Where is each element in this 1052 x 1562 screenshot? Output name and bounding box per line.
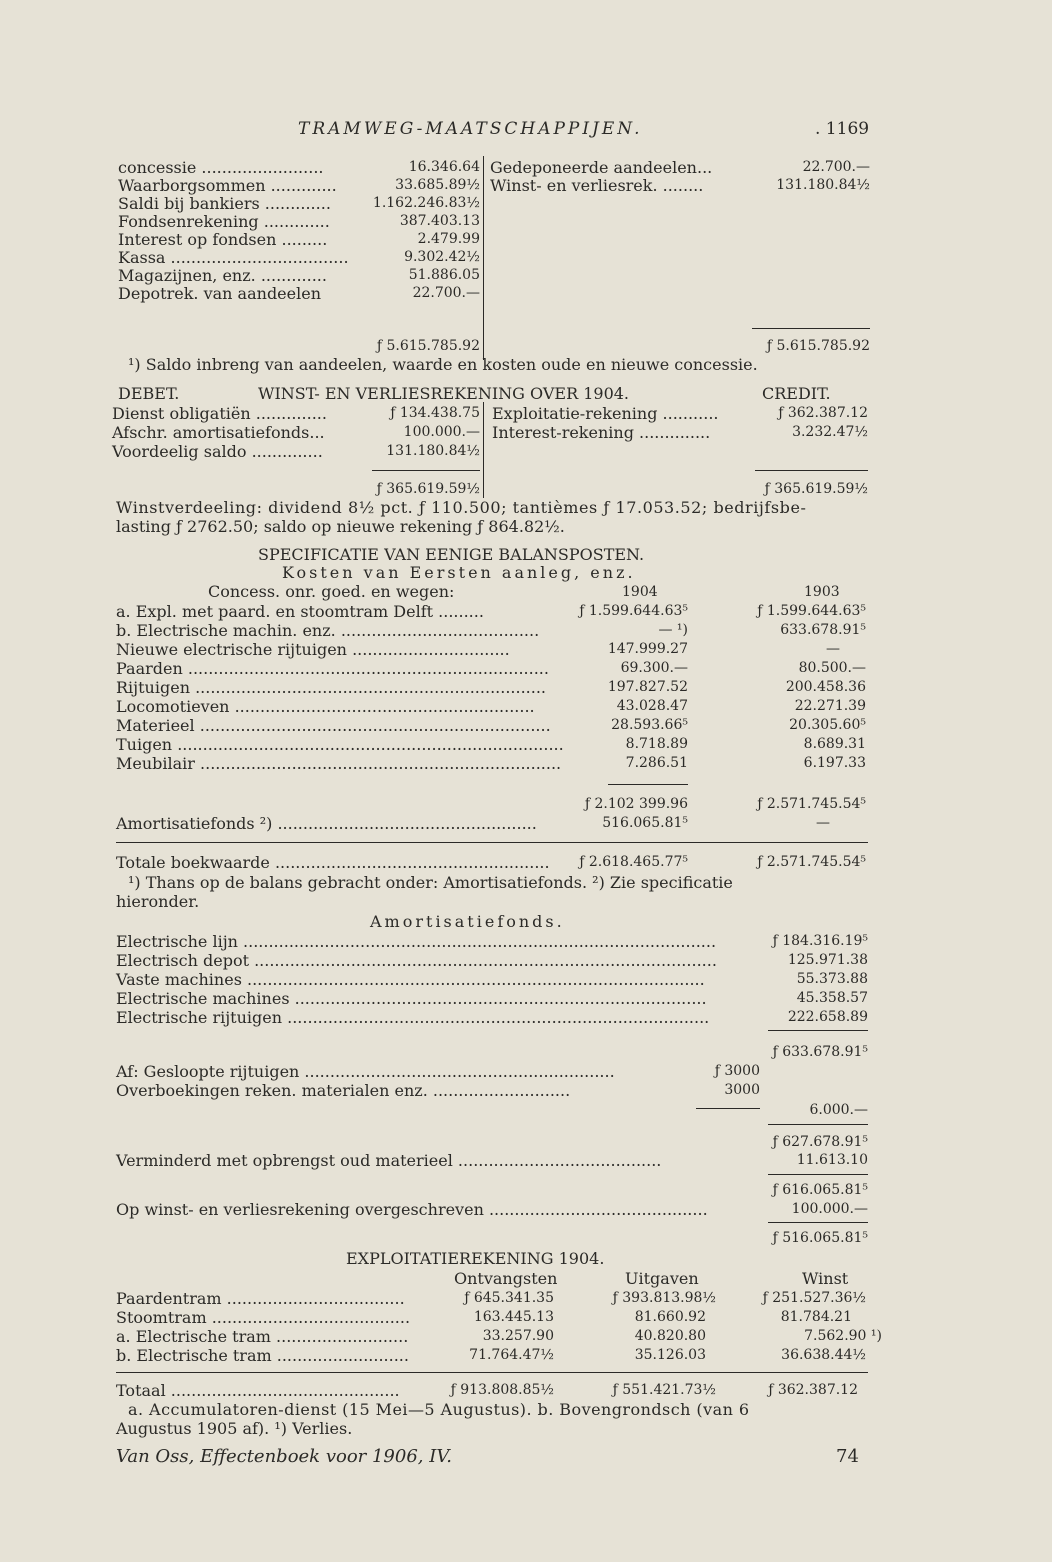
amort-sum-rule [768, 1124, 868, 1125]
winst-left-label: Dienst obligatiën .............. [112, 404, 327, 423]
spec-row-1903: 633.678.91⁵ [780, 622, 866, 638]
af-gesloopte-value: ƒ 3000 [714, 1063, 760, 1079]
spec-subtitle: Kosten van Eersten aanleg, enz. [282, 563, 636, 582]
spec-row-1904: — ¹) [658, 622, 688, 638]
spec-row-1904: ƒ 1.599.644.63⁵ [579, 603, 688, 619]
amort-row-value: 55.373.88 [796, 971, 868, 987]
balance-left-label: Depotrek. van aandeelen [118, 284, 322, 303]
expl-totaal-winst: ƒ 362.387.12 [768, 1382, 858, 1398]
balance-left-value: 22.700.— [412, 285, 480, 301]
af-total: 6.000.— [809, 1102, 868, 1118]
balance-right-value: 22.700.— [802, 159, 870, 175]
expl-row-winst: 7.562.90 ¹) [804, 1328, 882, 1344]
spec-col-1903: 1903 [804, 584, 840, 600]
winst-divider [483, 402, 484, 498]
spec-row-label: Paarden ....................................................................... [116, 659, 549, 678]
expl-row-label: b. Electrische tram .......................... [116, 1346, 409, 1365]
balance-left-label: concessie ........................ [118, 158, 324, 177]
spec-subtotal-1903: ƒ 2.571.745.54⁵ [757, 796, 866, 812]
winst-right-value: ƒ 362.387.12 [778, 405, 868, 421]
credit-heading: CREDIT. [762, 384, 831, 403]
expl-row-uitgaven: 81.660.92 [634, 1309, 706, 1325]
amort-title: Amortisatiefonds. [370, 912, 565, 931]
balance-left-value: 387.403.13 [399, 213, 480, 229]
expl-row-uitgaven: ƒ 393.813.98½ [612, 1290, 716, 1306]
footer-source: Van Oss, Effectenboek voor 1906, IV. [116, 1446, 452, 1467]
balance-right-label: Winst- en verliesrek. ........ [490, 176, 704, 195]
balance-left-value: 1.162.246.83½ [372, 195, 480, 211]
spec-subtotal-1904: ƒ 2.102 399.96 [584, 796, 688, 812]
expl-col-winst: Winst [802, 1269, 849, 1288]
balance-left-value: 51.886.05 [408, 267, 480, 283]
spec-row-1903: 22.271.39 [794, 698, 866, 714]
spec-row-label: b. Electrische machin. enz. ....................................... [116, 621, 540, 640]
expl-row-ontvangsten: ƒ 645.341.35 [464, 1290, 554, 1306]
spec-row-1903: 8.689.31 [803, 736, 866, 752]
spec-row-label: Locomotieven ........................................................... [116, 697, 535, 716]
winstverdeeling-line: lasting ƒ 2762.50; saldo op nieuwe rekening ƒ 864.82½. [116, 517, 565, 536]
balance-total-left: ƒ 5.615.785.92 [376, 338, 480, 354]
balance-left-label: Magazijnen, enz. ............. [118, 266, 327, 285]
af-gesloopte-label: Af: Gesloopte rijtuigen ............................................................. [116, 1062, 615, 1081]
expl-row-label: Stoomtram ....................................... [116, 1308, 411, 1327]
expl-totaal-ontvangsten: ƒ 913.808.85½ [450, 1382, 554, 1398]
spec-col-1904: 1904 [622, 584, 658, 600]
expl-totaal-label: Totaal ............................................. [116, 1381, 400, 1400]
amort-row-label: Electrische lijn ............................................................................................. [116, 932, 717, 951]
expl-row-winst: 81.784.21 [780, 1309, 852, 1325]
spec-row-1903: 6.197.33 [803, 755, 866, 771]
spec-row-label: Materieel ..................................................................... [116, 716, 551, 735]
amort-row-label: Electrisch depot ........................................................................................... [116, 951, 717, 970]
spec-row-label: Tuigen ............................................................................ [116, 735, 564, 754]
winst-total-left: ƒ 365.619.59½ [376, 481, 480, 497]
winst-sum-rule [755, 470, 868, 471]
debet-heading: DEBET. [118, 384, 180, 403]
spec-row-1903: 20.305.60⁵ [789, 717, 866, 733]
spec-note: hieronder. [116, 892, 200, 911]
spec-row-1903: ƒ 1.599.644.63⁵ [757, 603, 866, 619]
amort-row-label: Electrische machines ................................................................................. [116, 989, 707, 1008]
balance-left-label: Saldi bij bankiers ............. [118, 194, 331, 213]
spec-row-label: Rijtuigen ..................................................................... [116, 678, 547, 697]
spec-total-rule [116, 842, 868, 843]
verminderd-value: 11.613.10 [796, 1152, 868, 1168]
expl-total-rule [116, 1372, 868, 1373]
footer-folio: 74 [836, 1446, 859, 1467]
amort-subtotal: ƒ 627.678.91⁵ [772, 1134, 868, 1150]
totale-boekwaarde-1903: ƒ 2.571.745.54⁵ [757, 854, 866, 870]
af-overboekingen-label: Overboekingen reken. materialen enz. ........................... [116, 1081, 571, 1100]
expl-col-ontvangsten: Ontvangsten [454, 1269, 558, 1288]
spec-column-label: Concess. onr. goed. en wegen: [208, 582, 455, 601]
spec-row-1904: 8.718.89 [625, 736, 688, 752]
amort-final: ƒ 516.065.81⁵ [772, 1230, 868, 1246]
amort-row-value: 45.358.57 [796, 990, 868, 1006]
amort-row-value: ƒ 184.316.19⁵ [772, 933, 868, 949]
spec-row-label: a. Expl. met paard. en stoomtram Delft ......... [116, 602, 484, 621]
balance-left-label: Waarborgsommen ............. [118, 176, 337, 195]
spec-row-1903: 80.500.— [798, 660, 866, 676]
spec-row-1903: — [826, 641, 840, 657]
balance-right-value: 131.180.84½ [776, 177, 870, 193]
winst-right-label: Interest-rekening .............. [492, 423, 711, 442]
amort-row-label: Vaste machines .......................................................................................... [116, 970, 705, 989]
winst-left-value: 131.180.84½ [386, 443, 480, 459]
expl-row-winst: ƒ 251.527.36½ [762, 1290, 866, 1306]
page-number: . 1169 [815, 119, 870, 139]
amort-row-value: 222.658.89 [787, 1009, 868, 1025]
expl-col-uitgaven: Uitgaven [625, 1269, 699, 1288]
winst-sum-rule [372, 470, 480, 471]
amortisatiefonds-1903: — [816, 815, 830, 831]
expl-row-winst: 36.638.44½ [781, 1347, 866, 1363]
expl-row-label: a. Electrische tram .......................... [116, 1327, 409, 1346]
spec-row-1904: 7.286.51 [625, 755, 688, 771]
balance-left-value: 9.302.42½ [404, 249, 480, 265]
spec-row-1903: 200.458.36 [785, 679, 866, 695]
op-winst-value: 100.000.— [791, 1201, 868, 1217]
amort-sum: ƒ 633.678.91⁵ [772, 1044, 868, 1060]
running-title: TRAMWEG-MAATSCHAPPIJEN. [298, 119, 643, 139]
spec-row-label: Meubilair ....................................................................... [116, 754, 562, 773]
spec-title: SPECIFICATIE VAN EENIGE BALANSPOSTEN. [258, 545, 645, 564]
op-winst-label: Op winst- en verliesrekening overgeschreven ........................................... [116, 1200, 708, 1219]
balance-left-value: 2.479.99 [417, 231, 480, 247]
spec-note: ¹) Thans op de balans gebracht onder: Amortisatiefonds. ²) Zie specificatie [128, 873, 733, 892]
spec-row-1904: 28.593.66⁵ [611, 717, 688, 733]
balance-left-label: Fondsenrekening ............. [118, 212, 330, 231]
winstverdeeling-line: Winstverdeeling: dividend 8½ pct. ƒ 110.500; tantièmes ƒ 17.053.52; bedrijfsbe- [116, 498, 807, 517]
balance-left-value: 33.685.89½ [395, 177, 480, 193]
balance-left-label: Interest op fondsen ......... [118, 230, 328, 249]
expl-note: a. Accumulatoren-dienst (15 Mei—5 Augustus). b. Bovengrondsch (van 6 [128, 1400, 750, 1419]
spec-row-1904: 43.028.47 [616, 698, 688, 714]
winst-title: WINST- EN VERLIESREKENING OVER 1904. [258, 384, 630, 403]
amortisatiefonds-1904: 516.065.81⁵ [602, 815, 688, 831]
balance-footnote: ¹) Saldo inbreng van aandeelen, waarde en kosten oude en nieuwe concessie. [128, 355, 758, 374]
amort-subtotal: ƒ 616.065.81⁵ [772, 1182, 868, 1198]
winst-right-label: Exploitatie-rekening ........... [492, 404, 719, 423]
expl-row-ontvangsten: 163.445.13 [473, 1309, 554, 1325]
expl-row-label: Paardentram ................................... [116, 1289, 405, 1308]
balance-right-label: Gedeponeerde aandeelen... [490, 158, 713, 177]
winst-left-value: 100.000.— [403, 424, 480, 440]
balance-divider [483, 156, 484, 360]
expl-row-uitgaven: 40.820.80 [634, 1328, 706, 1344]
expl-totaal-uitgaven: ƒ 551.421.73½ [612, 1382, 716, 1398]
totale-boekwaarde-1904: ƒ 2.618.465.77⁵ [579, 854, 688, 870]
balance-total-right: ƒ 5.615.785.92 [766, 338, 870, 354]
balance-left-value: 16.346.64 [408, 159, 480, 175]
winst-left-value: ƒ 134.438.75 [390, 405, 480, 421]
amort-sum-rule [768, 1030, 868, 1031]
amort-sum-rule [768, 1174, 868, 1175]
spec-row-1904: 69.300.— [620, 660, 688, 676]
winst-total-right: ƒ 365.619.59½ [764, 481, 868, 497]
spec-row-label: Nieuwe electrische rijtuigen ............................... [116, 640, 510, 659]
amortisatiefonds-label: Amortisatiefonds ²) ................................................... [116, 814, 537, 833]
af-overboekingen-value: 3000 [724, 1082, 760, 1098]
amort-row-label: Electrische rijtuigen ................................................................................... [116, 1008, 710, 1027]
winst-left-label: Afschr. amortisatiefonds... [112, 423, 325, 442]
expl-row-uitgaven: 35.126.03 [634, 1347, 706, 1363]
winst-right-value: 3.232.47½ [792, 424, 868, 440]
winst-left-label: Voordeelig saldo .............. [112, 442, 323, 461]
expl-note: Augustus 1905 af). ¹) Verlies. [116, 1419, 353, 1438]
balance-left-label: Kassa ................................... [118, 248, 349, 267]
balance-sum-rule [752, 328, 870, 329]
amort-sum-rule [768, 1222, 868, 1223]
spec-row-1904: 197.827.52 [607, 679, 688, 695]
spec-row-1904: 147.999.27 [607, 641, 688, 657]
expl-row-ontvangsten: 33.257.90 [482, 1328, 554, 1344]
verminderd-label: Verminderd met opbrengst oud materieel ........................................ [116, 1151, 662, 1170]
expl-row-ontvangsten: 71.764.47½ [469, 1347, 554, 1363]
expl-title: EXPLOITATIEREKENING 1904. [346, 1249, 605, 1268]
amort-row-value: 125.971.38 [787, 952, 868, 968]
totale-boekwaarde-label: Totale boekwaarde ...................................................... [116, 853, 550, 872]
spec-sum-rule [608, 784, 688, 785]
